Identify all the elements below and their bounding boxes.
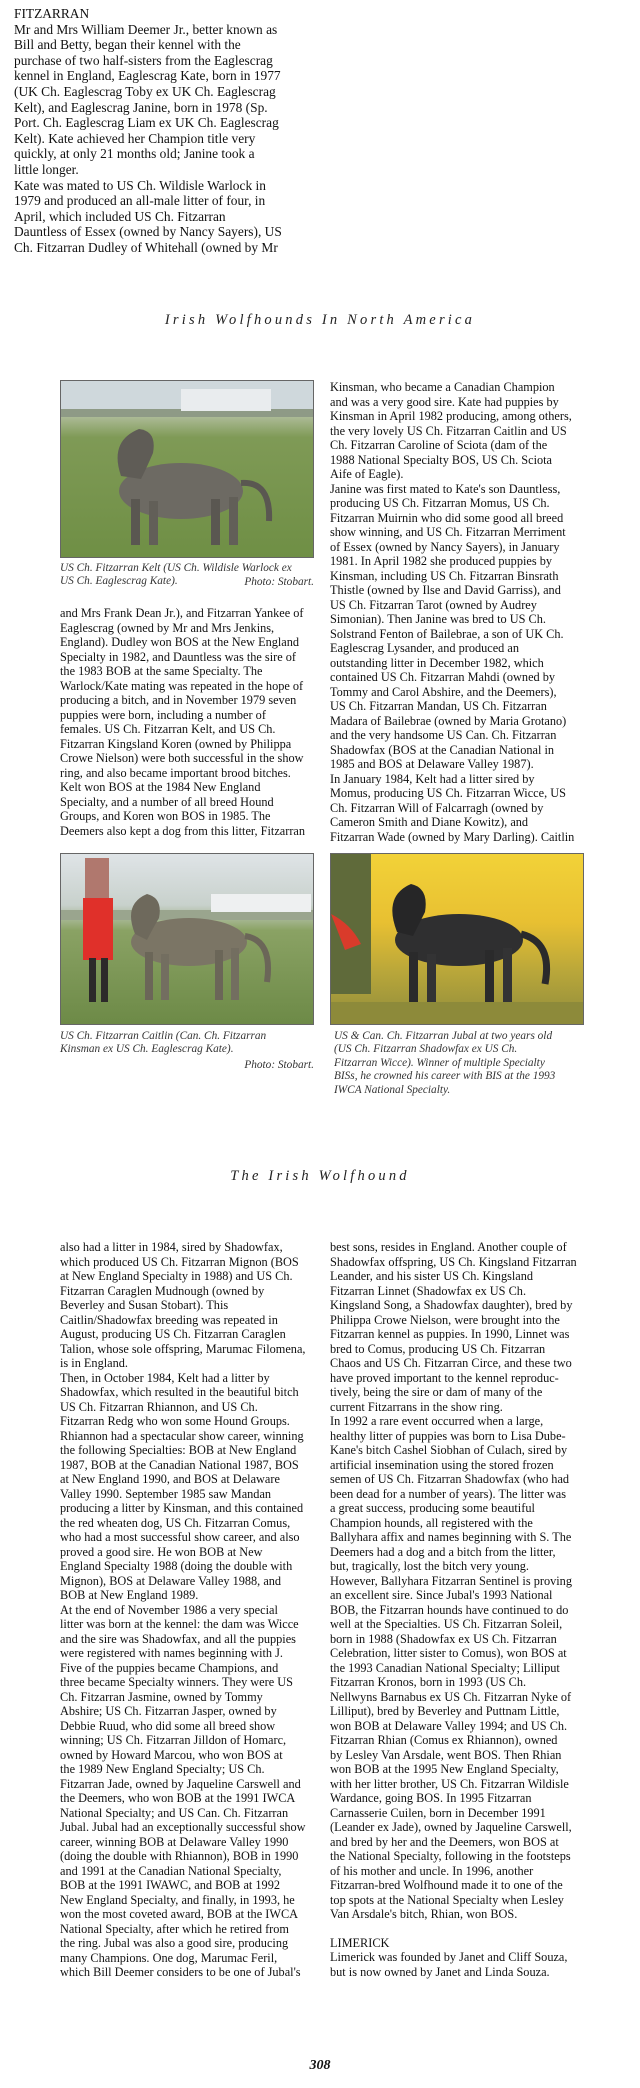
intro-paragraph: Mr and Mrs William Deemer Jr., better known as Bill and Betty, began their kennel with the purchase of two half-sisters from the Eaglescrag kennel in England, Eaglescrag Kate, born in 1977 (UK Ch. Eaglescrag Toby ex UK Ch. Eaglescrag Kelt), and Eaglescrag Janine, born in 1978 (Sp. Port. Ch. Eaglescrag Liam ex UK Ch. Eaglescrag Kelt). Kate achieved her Champion title very quickly, at only 21 months old; Janine took a little longer. Kate was mated to US Ch. Wildisle Warlock in 1979 and produced an all-male litter of four, in April, which included US Ch. Fitzarran Dauntless of Essex (owned by Nancy Sayers), US Ch. Fitzarran Dudley of Whitehall (owned by Mr — [14, 21, 282, 255]
middle-left-column: and Mrs Frank Dean Jr.), and Fitzarran Yankee of Eaglescrag (owned by Mr and Mrs Jenkins, England). Dudley won BOS at the New England Specialty in 1982, and Dauntless was the sire of the 1983 BOB at the same Specialty. The Warlock/Kate mating was repeated in the hope of producing a bitch, and in November 1979 seven puppies were born, including a number of females. US Ch. Fitzarran Kelt, and US Ch. Fitzarran Kingsland Koren (owned by Philippa Crowe Nielson) were both successful in the show ring, and also became important brood bitches. Kelt won BOS at the 1984 New England Specialty, and a number of all breed Hound Groups, and Koren won BOS in 1985. The Deemers also kept a dog from this litter, Fitzarran — [60, 606, 306, 838]
caption-kelt-block — [60, 562, 314, 588]
section-heading-fitzarran: FITZARRAN — [14, 6, 90, 21]
running-head-1: Irish Wolfhounds In North America — [164, 312, 476, 328]
photo-credit-kelt: Photo: Stobart. — [244, 575, 314, 588]
limerick-paragraph: Limerick was founded by Janet and Cliff Souza, but is now owned by Janet and Linda Souza. — [330, 1950, 568, 1979]
wolfhound-kelt-image — [61, 381, 314, 558]
photo-jubal — [330, 853, 584, 1025]
caption-caitlin-block — [60, 1030, 314, 1071]
photo-caption-kelt: US Ch. Fitzarran Kelt (US Ch. Wildisle Warlock ex US Ch. Eaglescrag Kate). — [60, 562, 292, 588]
wolfhound-jubal-image — [331, 854, 584, 1025]
bottom-left-column: also had a litter in 1984, sired by Shadowfax, which produced US Ch. Fitzarran Mignon (BOS at New England Specialty in 1988) and US Ch. Fitzarran Caraglen Mudnough (owned by Beverley and Susan Stobart). This Caitlin/Shadowfax breeding was repeated in August, producing US Ch. Fitzarran Caraglen Talion, whose sole offspring, Marumac Filomena, is in England. Then, in October 1984, Kelt had a litter by Shadowfax, which resulted in the beautiful bitch US Ch. Fitzarran Rhiannon, and US Ch. Fitzarran Redg who won some Hound Groups. Rhiannon had a spectacular show career, winning the following Specialties: BOB at New England 1987, BOB at the Canadian National 1987, BOS at New England 1990, and BOS at Delaware Valley 1990. September 1985 saw Mandan producing a litter by Kinsman, and this contained the red wheaten dog, US Ch. Fitzarran Comus, who had a most successful show career, and also proved a good sire. He won BOB at New England Specialty 1988 (doing the double with Mignon), BOS at Delaware Valley 1988, and BOB at New England 1989. At the end of November 1986 a very special litter was born at the kennel: the dam was Wicce and the sire was Shadowfax, and all the puppies were registered with names beginning with J. Five of the puppies became Champions, and three became Specialty winners. They were US Ch. Fitzarran Jasmine, owned by Tommy Abshire; US Ch. Fitzarran Jasper, owned by Debbie Ruud, who did some all breed show winning; US Ch. Fitzarran Jilldon of Homarc, owned by Howard Marcou, who won BOS at the 1989 New England Specialty; US Ch. Fitzarran Jade, owned by Jaqueline Carswell and the Deemers, who won BOB at the 1991 IWCA National Specialty; and US Can. Ch. Fitzarran Jubal. Jubal had an exceptionally successful show career, winning BOB at Delaware Valley 1990 (doing the double with Rhiannon), BOB in 1990 and 1991 at the Canadian National Specialty, BOB at the 1991 IWAWC, and BOB at 1992 New England Specialty, and finally, in 1993, he won the most coveted award, BOB at the IWCA National Specialty, after which he retired from the ring. Jubal was also a good sire, producing many Champions. One dog, Marumac Feril, which Bill Deemer considers to be one of Jubal's — [60, 1240, 306, 1979]
bottom-right-column: best sons, resides in England. Another couple of Shadowfax offspring, US Ch. Kingsland Fitzarran Leander, and his sister US Ch. Kingsland Fitzarran Linnet (Shadowfax ex US Ch. Kingsland Song, a Shadowfax daughter), bred by Philippa Crowe Nielson, were brought into the Fitzarran kennel as puppies. In 1990, Linnet was bred to Comus, producing US Ch. Fitzarran Chaos and US Ch. Fitzarran Circe, and these two have proved important to the kennel reproduc- tively, being the sire or dam of many of the current Fitzarrans in the show ring. In 1992 a rare event occurred when a large, healthy litter of puppies was born to Lisa Dube- Kane's bitch Cashel Siobhan of Culach, sired by artificial insemination using the stored frozen semen of US Ch. Fitzarran Shadowfax (who had been dead for a number of years). The litter was a great success, producing some beautiful Champion hounds, all registered with the Ballyhara affix and names beginning with S. The Deemers had a dog and a bitch from the litter, but, tragically, lost the bitch very young. However, Ballyhara Fitzarran Sentinel is proving an excellent sire. Since Jubal's 1993 National BOB, the Fitzarran hounds have continued to do well at the Specialties. US Ch. Fitzarran Soleil, born in 1988 (Shadowfax ex US Ch. Fitzarran Celebration, litter sister to Comus), won BOS at the 1993 Canadian National Specialty; Lilliput Fitzarran Kronos, born in 1993 (US Ch. Nellwyns Barnabus ex US Ch. Fitzarran Nyke of Lilliput), bred by Beverley and Puttnam Little, won BOB at Delaware Valley 1994; and US Ch. Fitzarran Rhian (Comus ex Rhiannon), owned by Lesley Van Arsdale, went BOS. Then Rhian won BOB at the 1995 New England Specialty, with her litter brother, US Ch. Fitzarran Wildisle Wardance, going BOS. In 1995 Fitzarran Carnasserie Cuilen, born in December 1991 (Leander ex Jade), owned by Jaqueline Carswell, and bred by her and the Deemers, won BOS at the National Specialty, following in the footsteps of his mother and uncle. In 1996, another Fitzarran-bred Wolfhound made it to one of the top spots at the National Specialty when Lesley Van Arsdale's bitch, Rhian, won BOS. — [330, 1240, 577, 1921]
photo-caption-jubal: US & Can. Ch. Fitzarran Jubal at two years old (US Ch. Fitzarran Shadowfax ex US Ch. Fitzarran Wicce). Winner of multiple Specialty BISs, he crowned his career with BIS at the 1993 IWCA National Specialty. — [334, 1030, 556, 1096]
photo-caitlin — [60, 853, 314, 1025]
photo-caption-caitlin: US Ch. Fitzarran Caitlin (Can. Ch. Fitzarran Kinsman ex US Ch. Eaglescrag Kate). — [60, 1030, 267, 1056]
section-heading-limerick: LIMERICK — [330, 1935, 390, 1950]
top-section — [14, 6, 314, 256]
wolfhound-caitlin-image — [61, 854, 314, 1025]
bottom-right-column-block — [330, 1240, 600, 1979]
photo-credit-caitlin: Photo: Stobart. — [244, 1058, 314, 1071]
photo-kelt — [60, 380, 314, 558]
caption-jubal-block — [334, 1030, 584, 1097]
running-head-2: The Irish Wolfhound — [230, 1168, 410, 1184]
middle-right-column: Kinsman, who became a Canadian Champion and was a very good sire. Kate had puppies by Kinsman in April 1982 producing, among others, the very lovely US Ch. Fitzarran Caitlin and US Ch. Fitzarran Caroline of Sciota (dam of the 1988 National Specialty BOS, US Ch. Sciota Aife of Eagle). Janine was first mated to Kate's son Dauntless, producing US Ch. Fitzarran Momus, US Ch. Fitzarran Muirnin who did some good all breed show winning, and US Ch. Fitzarran Merriment of Essex (owned by Nancy Sayers), in January 1981. In April 1982 she produced puppies by Kinsman, including US Ch. Fitzarran Binsrath Thistle (owned by Ilse and David Garriss), and US Ch. Fitzarran Tarot (owned by Audrey Simonian). Then Janine was bred to US Ch. Solstrand Fenton of Bailebrae, a son of UK Ch. Eaglescrag Lysander, and produced an outstanding litter in December 1982, which contained US Ch. Fitzarran Mahdi (owned by Tommy and Carol Abshire, and the Deemers), US Ch. Fitzarran Mandan, US Ch. Fitzarran Madara of Bailebrae (owned by Maria Grotano) and the very handsome US Can. Ch. Fitzarran Shadowfax (BOS at the Canadian National in 1985 and BOS at Delaware Valley 1987). In January 1984, Kelt had a litter sired by Momus, producing US Ch. Fitzarran Wicce, US Ch. Fitzarran Will of Falcarragh (owned by Cameron Smith and Diane Kowitz), and Fitzarran Wade (owned by Mary Darling). Caitlin — [330, 380, 575, 844]
page-number: 308 — [309, 2058, 331, 2073]
